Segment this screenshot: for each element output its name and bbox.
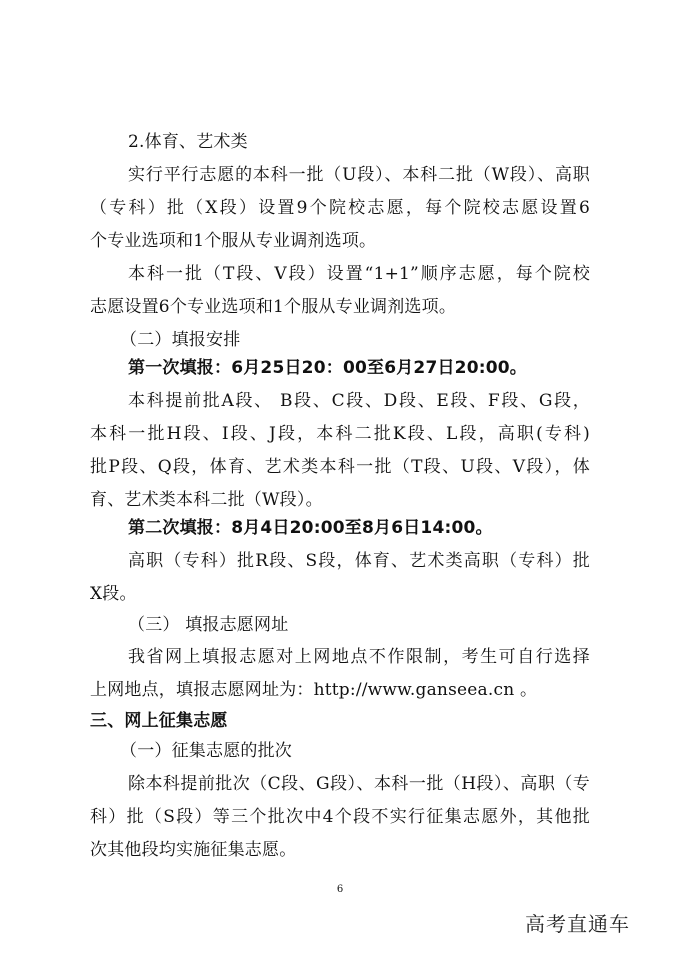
paragraph-line: 实行平行志愿的本科一批（U段）、本科二批（W段）、高职 <box>128 165 590 185</box>
paragraph-line: 我省网上填报志愿对上网地点不作限制，考生可自行选择 <box>128 647 590 667</box>
paragraph-line: 育、艺术类本科二批（W段）。 <box>90 490 323 510</box>
paragraph-line: （专科）批（X段）设置9个院校志愿，每个院校志愿设置6 <box>90 198 590 218</box>
first-round-title: 第一次填报：6月25日20：00至6月27日20:00。 <box>128 358 527 378</box>
paragraph-line: 本科提前批A段、 B段、C段、D段、E段、F段、G段， <box>128 391 590 411</box>
paragraph-line: X段。 <box>90 584 137 604</box>
paragraph-line: 本科一批（T段、V段）设置“1+1”顺序志愿，每个院校 <box>128 264 590 284</box>
heading-schedule: （二）填报安排 <box>120 330 241 350</box>
paragraph-line: 上网地点，填报志愿网址为：http://www.ganseea.cn 。 <box>90 680 538 700</box>
heading-sports-art: 2.体育、艺术类 <box>128 132 248 152</box>
paragraph-line: 个专业选项和1个服从专业调剂选项。 <box>90 231 377 251</box>
sub-heading-collect: （一）征集志愿的批次 <box>120 741 292 761</box>
paragraph-line: 本科一批H段、I段、J段，本科二批K段、L段，高职(专科) <box>90 424 590 444</box>
paragraph-line: 除本科提前批次（C段、G段）、本科一批（H段）、高职（专 <box>128 774 590 794</box>
paragraph-line: 志愿设置6个专业选项和1个服从专业调剂选项。 <box>90 297 457 317</box>
paragraph-line: 批P段、Q段，体育、艺术类本科一批（T段、U段、V段），体 <box>90 457 590 477</box>
watermark: 高考直通车 <box>525 912 630 936</box>
heading-url: （三） 填报志愿网址 <box>128 615 289 635</box>
second-round-title: 第二次填报：8月4日20:00至8月6日14:00。 <box>128 518 493 538</box>
page-number: 6 <box>336 884 344 895</box>
paragraph-line: 科）批（S段）等三个批次中4个段不实行征集志愿外，其他批 <box>90 807 590 827</box>
heading-collect: 三、网上征集志愿 <box>90 711 228 731</box>
paragraph-line: 高职（专科）批R段、S段，体育、艺术类高职（专科）批 <box>128 551 590 571</box>
paragraph-line: 次其他段均实施征集志愿。 <box>90 840 297 860</box>
